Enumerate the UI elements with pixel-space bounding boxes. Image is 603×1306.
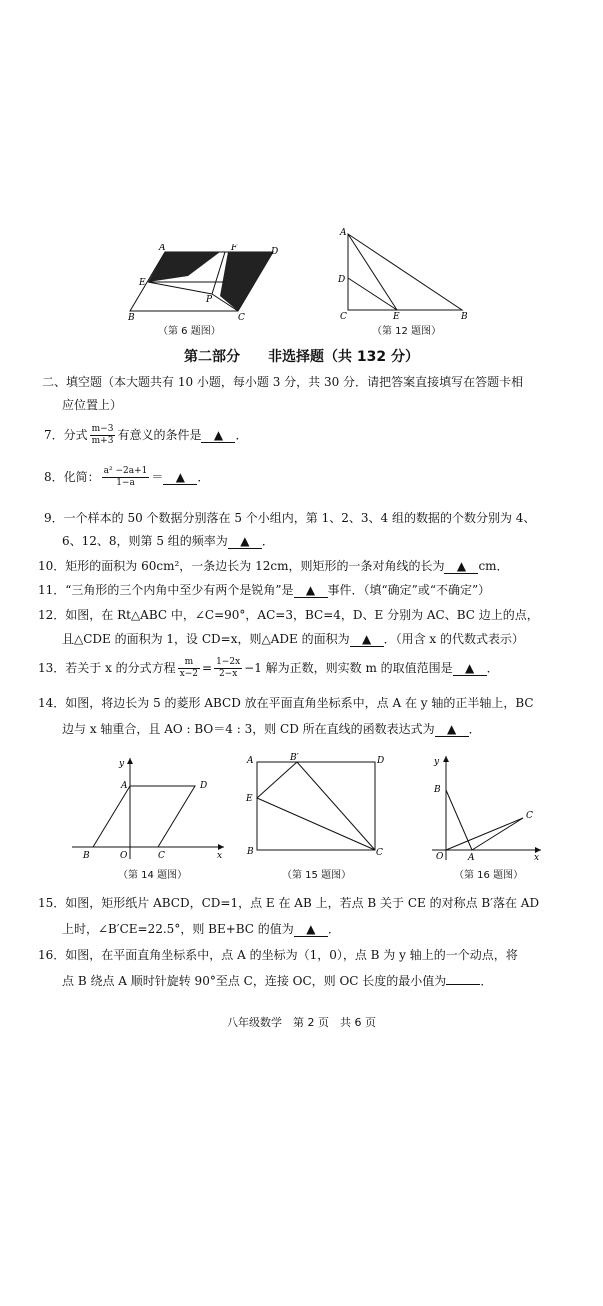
fig12-label-c: C — [340, 312, 347, 321]
fig15-label-a: A — [247, 756, 254, 766]
page-footer: 八年级数学 第 2 页 共 6 页 — [227, 1016, 376, 1029]
part2-intro-2: 应位置上） — [62, 398, 123, 412]
fig12-label-a: A — [340, 228, 347, 238]
fig14-caption: （第 14 题图） — [118, 870, 188, 881]
fig15-label-e: E — [246, 794, 253, 804]
fig15-caption: （第 15 题图） — [282, 870, 352, 881]
question-16-line-1: 16．如图，在平面直角坐标系中，点 A 的坐标为（1，0），点 B 为 y 轴上的一个动点，将 — [38, 948, 518, 962]
question-16-line-2: 点 B 绕点 A 顺时针旋转 90°至点 C，连接 OC，则 OC 长度的最小值为 ． — [62, 974, 493, 988]
question-9-line-2: 6、12、8，则第 5 组的频率为 ▲ ． — [62, 534, 274, 548]
fig16-caption: （第 16 题图） — [454, 870, 524, 881]
q13-fraction-right: $\frac{1-2x}{2-x}$ — [216, 657, 241, 679]
question-8: 8．化简： $\frac{\text{a² −2a+1}}{1-a}$ ＝ ▲ ． — [44, 466, 210, 488]
fig6-label-b: B — [128, 313, 135, 323]
q15-answer-blank[interactable]: ▲ — [294, 922, 328, 937]
q13-answer-blank[interactable]: ▲ — [453, 661, 487, 676]
fig16-label-o: O — [436, 852, 444, 862]
question-11: 11．“三角形的三个内角中至少有两个是锐角”是 ▲ 事件．（填“确定”或“不确定”） — [38, 583, 491, 597]
fig16-label-c: C — [526, 811, 533, 821]
fig15-label-b: B — [247, 847, 254, 857]
question-15-line-1: 15．如图，矩形纸片 ABCD，CD=1，点 E 在 AB 上，若点 B 关于 CE 的对称点 B′落在 AD — [38, 896, 540, 910]
question-7: 7．分式 $\frac{m-3}{m+3}$ 有意义的条件是 ▲ ． — [44, 424, 248, 446]
section-title: 第二部分 非选择题（共 132 分） — [184, 349, 419, 365]
fig16-label-a: A — [468, 853, 475, 862]
figure-16 — [420, 752, 545, 862]
question-14-line-1: 14．如图，将边长为 5 的菱形 ABCD 放在平面直角坐标系中，点 A 在 y 轴的正半轴上，BC — [38, 696, 534, 710]
figure-6 — [128, 244, 278, 324]
q8-fraction: $\frac{\text{a² −2a+1}}{1-a}$ — [103, 466, 148, 488]
fig16-label-y: y — [434, 757, 440, 767]
fig6-label-e: E — [139, 278, 146, 288]
part2-intro-1: 二、填空题（本大题共有 10 小题，每小题 3 分，共 30 分．请把答案直接填写在答题卡相 — [42, 375, 524, 389]
question-14-line-2: 边与 x 轴重合，且 AO : BO＝4 : 3，则 CD 所在直线的函数表达式为 ▲ ． — [62, 722, 481, 736]
question-12-line-2: 且△CDE 的面积为 1，设 CD=x，则△ADE 的面积为 ▲ ．（用含 x 的代数式表示） — [62, 632, 524, 646]
fig6-caption: （第 6 题图） — [158, 326, 221, 337]
fig14-label-o: O — [120, 851, 128, 861]
fig12-label-e: E — [393, 312, 400, 321]
fig16-label-x: x — [534, 853, 540, 862]
fig12-caption: （第 12 题图） — [372, 326, 442, 337]
q13-fraction-left: $\frac{m}{x-2}$ — [179, 657, 199, 679]
fig6-label-f: F — [231, 244, 238, 253]
question-12-line-1: 12．如图，在 Rt△ABC 中，∠C=90°，AC=3，BC=4，D、E 分别为 AC、BC 边上的点， — [38, 608, 539, 622]
q11-answer-blank[interactable]: ▲ — [294, 583, 328, 598]
fig14-label-a: A — [121, 781, 128, 791]
fig6-label-a: A — [159, 244, 166, 253]
fig15-label-d: D — [377, 756, 385, 766]
q10-answer-blank[interactable]: ▲ — [444, 559, 478, 574]
figure-15 — [242, 752, 392, 862]
fig6-label-p: P — [206, 295, 213, 305]
fig12-label-d: D — [338, 275, 346, 285]
q8-answer-blank[interactable]: ▲ — [163, 470, 197, 485]
q14-answer-blank[interactable]: ▲ — [435, 722, 469, 737]
fig6-label-d: D — [271, 247, 278, 257]
question-10: 10．矩形的面积为 60cm²，一条边长为 12cm，则矩形的一条对角线的长为 ▲ cm． — [38, 559, 509, 573]
question-15-line-2: 上时，∠B′CE=22.5°，则 BE+BC 的值为 ▲ ． — [62, 922, 340, 936]
fig12-label-b: B — [461, 312, 468, 321]
fig14-label-d: D — [200, 781, 208, 791]
fig14-label-b: B — [83, 851, 90, 861]
q7-answer-blank[interactable]: ▲ — [201, 428, 235, 443]
fig15-label-b-prime: B′ — [290, 753, 299, 763]
q9-answer-blank[interactable]: ▲ — [228, 534, 262, 549]
figure-12 — [335, 226, 475, 321]
question-9-line-1: 9．一个样本的 50 个数据分别落在 5 个小组内，第 1、2、3、4 组的数据的个数分别为 4、 — [44, 511, 536, 525]
figure-14 — [68, 754, 230, 864]
fig14-label-y: y — [119, 759, 125, 769]
fig6-label-c: C — [238, 313, 245, 323]
fig16-label-b: B — [434, 785, 441, 795]
q16-answer-blank[interactable] — [446, 984, 480, 985]
fig14-label-c: C — [158, 851, 165, 861]
fig14-label-x: x — [217, 851, 223, 861]
question-13: 13．若关于 x 的分式方程 $\frac{m}{x-2}$ = $\frac{1-2x}{2-x}$ −1 解为正数，则实数 m 的取值范围是 ▲ ． — [38, 657, 499, 679]
q12-answer-blank[interactable]: ▲ — [350, 632, 384, 647]
q7-fraction: $\frac{m-3}{m+3}$ — [91, 424, 114, 446]
fig15-label-c: C — [376, 848, 383, 858]
